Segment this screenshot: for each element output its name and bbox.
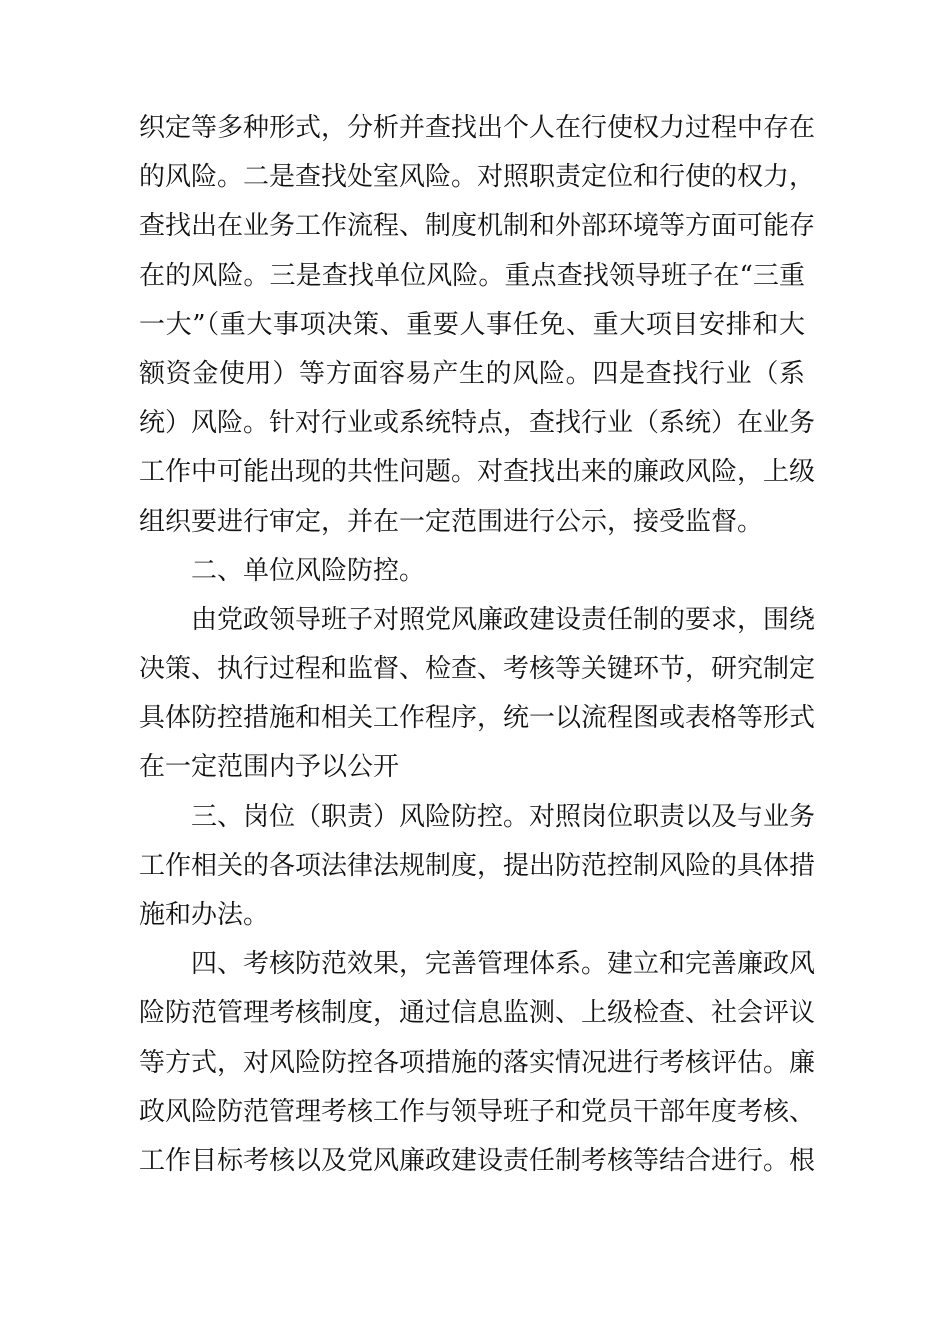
text-line: 施和办法。 [139, 900, 270, 930]
text-line: 决策、执行过程和监督、检查、考核等关键环节，研究制定 [139, 654, 816, 685]
text-line: 查找出在业务工作流程、制度机制和外部环境等方面可能存 [139, 211, 816, 242]
text-line: 在的风险。三是查找单位风险。重点查找领导班子在“三重 [139, 260, 805, 291]
text-line: 政风险防范管理考核工作与领导班子和党员干部年度考核、 [139, 1096, 816, 1127]
section-heading: 二、单位风险防控。 [191, 555, 426, 586]
text-line: 具体防控措施和相关工作程序，统一以流程图或表格等形式 [139, 703, 816, 734]
text-line: 四、考核防范效果，完善管理体系。建立和完善廉政风 [191, 949, 816, 980]
text-line: 在一定范围内予以公开 [139, 752, 400, 783]
text-line: 统）风险。针对行业或系统特点，查找行业（系统）在业务 [139, 408, 816, 439]
text-line: 工作目标考核以及党风廉政建设责任制考核等结合进行。根 [139, 1145, 816, 1176]
text-line: 组织要进行审定，并在一定范围进行公示，接受监督。 [139, 506, 764, 537]
text-line: 织定等多种形式，分析并查找出个人在行使权力过程中存在 [139, 113, 816, 143]
body-text [139, 104, 816, 1186]
text-line: 险防范管理考核制度，通过信息监测、上级检查、社会评议 [139, 998, 816, 1029]
text-line: 等方式，对风险防控各项措施的落实情况进行考核评估。廉 [139, 1047, 816, 1078]
text-line: 由党政领导班子对照党风廉政建设责任制的要求，围绕 [191, 604, 816, 635]
text-line: 工作相关的各项法律法规制度，提出防范控制风险的具体措 [139, 850, 816, 881]
text-line: 的风险。二是查找处室风险。对照职责定位和行使的权力， [139, 162, 816, 193]
text-line: 额资金使用）等方面容易产生的风险。四是查找行业（系 [139, 358, 805, 389]
text-line: 一大”（重大事项决策、重要人事任免、重大项目安排和大 [139, 309, 805, 340]
text-line: 工作中可能出现的共性问题。对查找出来的廉政风险，上级 [139, 457, 816, 488]
text-line: 三、岗位（职责）风险防控。对照岗位职责以及与业务 [191, 801, 816, 832]
